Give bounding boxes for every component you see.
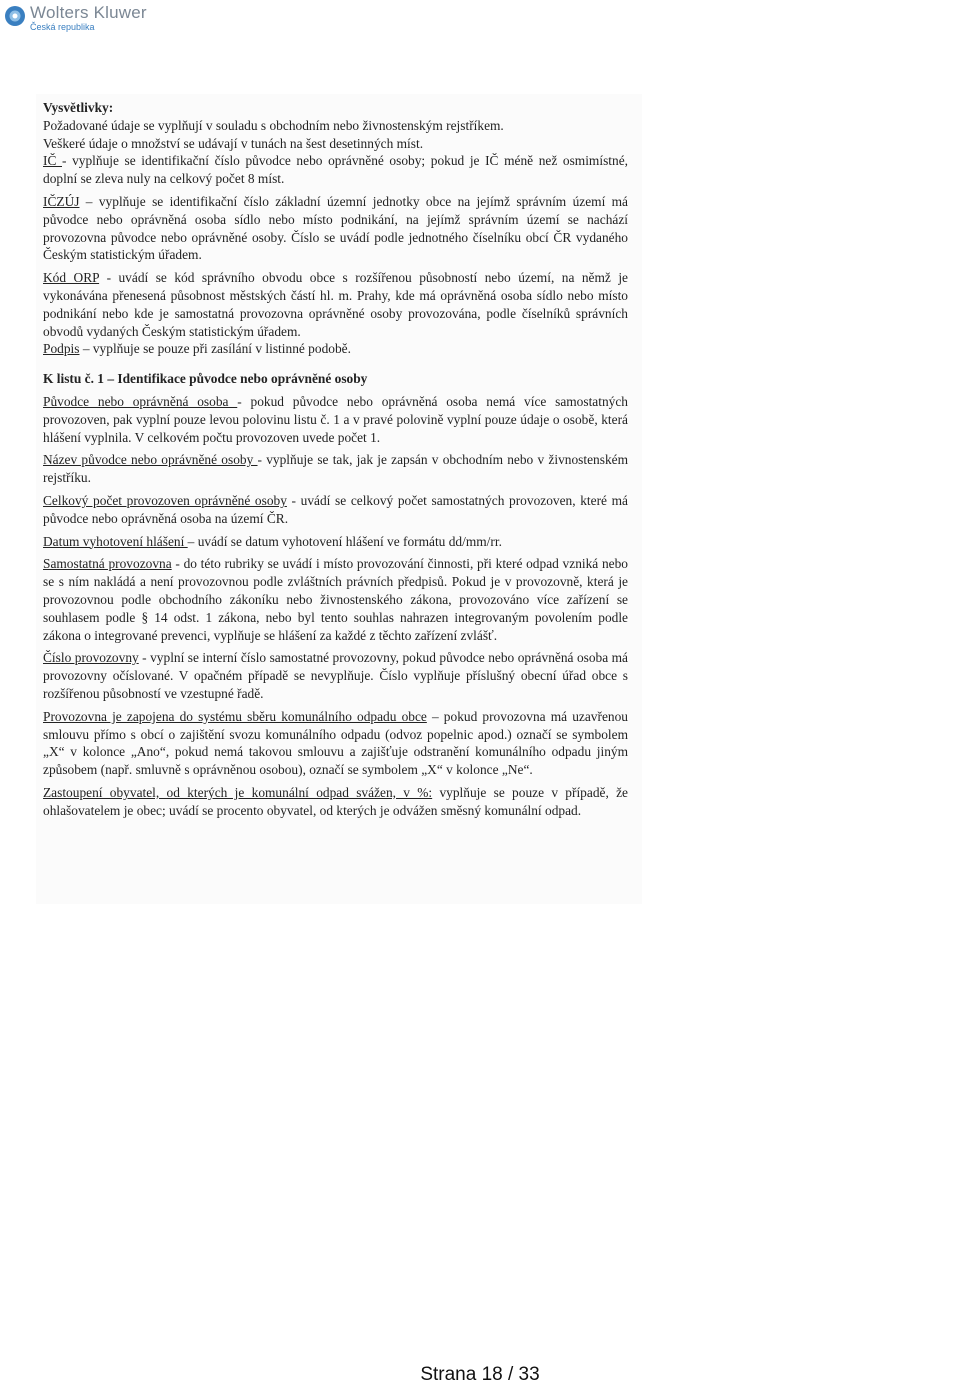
brand-name: Wolters Kluwer — [30, 3, 147, 22]
definition-samostatna-provozovna — [43, 555, 628, 644]
definition-nazev — [43, 451, 628, 487]
page-number: Strana 18 / 33 — [420, 1364, 540, 1385]
term-samostatna-provozovna: Samostatná provozovna — [43, 556, 172, 572]
term-nazev: Název původce nebo oprávněné osoby — [43, 452, 258, 468]
text-puvodce: - pokud původce nebo oprávněná osoba nemá více samostatných provozoven, pak vyplní pouze levou polovinu listu č. 1 a v pravé polovině vyplní pouze údaje o osobě, která hlášení vyplnila. V celkovém počtu provozoven uvede počet 1. — [43, 393, 628, 445]
term-podpis: Podpis — [43, 341, 80, 357]
definition-zastoupeni — [43, 784, 628, 820]
text-ic: - vyplňuje se identifikační číslo původce nebo oprávněné osoby; pokud je IČ méně než osmimístné, doplní se zleva nuly na celkový počet 8 míst. — [43, 153, 628, 187]
text-samostatna-provozovna: - do této rubriky se uvádí i místo provozování činnosti, při které odpad vzniká nebo se s ním nakládá a není provozovnou podle zvláštních právních předpisů. Pokud je v provozovně, která je provozovnou podle obchodního zákoníku nebo živnostenského zákona, provozováno více zařízení se souhlasem podle § 14 odst. 1 zákona, nebo byl tento souhlas nahrazen integrovaným povolením podle zákona o integrované prevenci, vyplňuje se hlášení za každé z těchto zařízení zvlášť. — [43, 556, 628, 643]
brand-subtitle: Česká republika — [30, 22, 95, 32]
definition-datum — [43, 533, 628, 551]
section-title: K listu č. 1 – Identifikace původce nebo oprávněné osoby — [43, 371, 368, 387]
text-orp: - uvádí se kód správního obvodu obce s rozšířenou působností nebo území, na němž je vykonávána přenesená působnost městských částí hl. m. Prahy, kde má oprávněná osoba sídlo nebo místo podnikání nebo kde je samostatná provozovna oprávněné osoby provozována, podle číselníků správních obvodů vydaných Českým statistickým úřadem. — [43, 270, 628, 339]
wolters-kluwer-logo-icon — [4, 5, 26, 27]
definition-orp — [43, 269, 628, 340]
term-datum: Datum vyhotovení hlášení — [43, 533, 188, 549]
paragraph-requirements: Požadované údaje se vyplňují v souladu s obchodním nebo živnostenským rejstříkem. — [43, 117, 504, 133]
term-cislo-provozovny: Číslo provozovny — [43, 650, 139, 666]
term-ic: IČ — [43, 153, 62, 169]
definition-podpis — [43, 340, 628, 358]
definition-zapojena — [43, 708, 628, 779]
definition-celkovy-pocet — [43, 492, 628, 528]
paragraph-quantities: Veškeré údaje o množství se udávají v tunách na šest desetinných míst. — [43, 135, 424, 151]
definition-cislo-provozovny — [43, 649, 628, 702]
term-iczuj: IČZÚJ — [43, 193, 80, 209]
definition-puvodce — [43, 393, 628, 446]
term-puvodce: Původce nebo oprávněná osoba — [43, 393, 238, 409]
text-zastoupeni: vyplňuje se pouze v případě, že ohlašovatelem je obec; uvádí se procento obyvatel, od kterých je odvážen směsný komunální odpad. — [43, 784, 628, 818]
text-iczuj: – vyplňuje se identifikační číslo základní územní jednotky obce na jejímž správním území má původce nebo oprávněná osoba sídlo nebo místo podnikání, na jejímž správním území se nachází provozovna původce nebo oprávněné osoby. Číslo se uvádí podle jednotného číselníku obcí ČR vydaného Českým statistickým úřadem. — [43, 193, 628, 263]
text-celkovy-pocet: - uvádí se celkový počet samostatných provozoven, které má původce nebo oprávněná osoba na území ČR. — [43, 492, 628, 526]
text-zapojena: – pokud provozovna má uzavřenou smlouvu přímo s obcí o zajištění svozu komunálního odpadu (odvoz popelnic apod.) označí se symbolem „X“ v kolonce „Ano“, pokud nemá takovou smlouvu a zajišťuje odstranění komunálního odpadu jiným způsobem (např. smluvně s oprávněnou osobou), označí se symbolem „X“ v kolonce „Ne“. — [43, 708, 628, 778]
brand-logo — [4, 4, 147, 34]
text-datum: – uvádí se datum vyhotovení hlášení ve formátu dd/mm/rr. — [187, 533, 502, 549]
brand-text — [30, 4, 147, 32]
term-zapojena: Provozovna je zapojena do systému sběru komunálního odpadu obce — [43, 708, 427, 724]
term-celkovy-pocet: Celkový počet provozoven oprávněné osoby — [43, 492, 287, 508]
document-content — [43, 99, 628, 819]
term-zastoupeni: Zastoupení obyvatel, od kterých je komunální odpad svážen, v %: — [43, 784, 433, 800]
text-nazev: - vyplňuje se tak, jak je zapsán v obchodním nebo v živnostenském rejstříku. — [43, 452, 629, 486]
term-orp: Kód ORP — [43, 270, 100, 286]
explanations-title: Vysvětlivky: — [43, 100, 114, 115]
definition-ic — [43, 152, 628, 188]
text-cislo-provozovny: - vyplní se interní číslo samostatné provozovny, pokud původce nebo oprávněná osoba má provozovny očíslované. V opačném případě se nevyplňuje. Číslo vyplňuje příslušný obecní úřad obce s rozšířenou působností ve vzestupné řadě. — [43, 650, 629, 701]
text-podpis: – vyplňuje se pouze při zasílání v listinné podobě. — [79, 341, 351, 357]
definition-iczuj — [43, 193, 628, 264]
